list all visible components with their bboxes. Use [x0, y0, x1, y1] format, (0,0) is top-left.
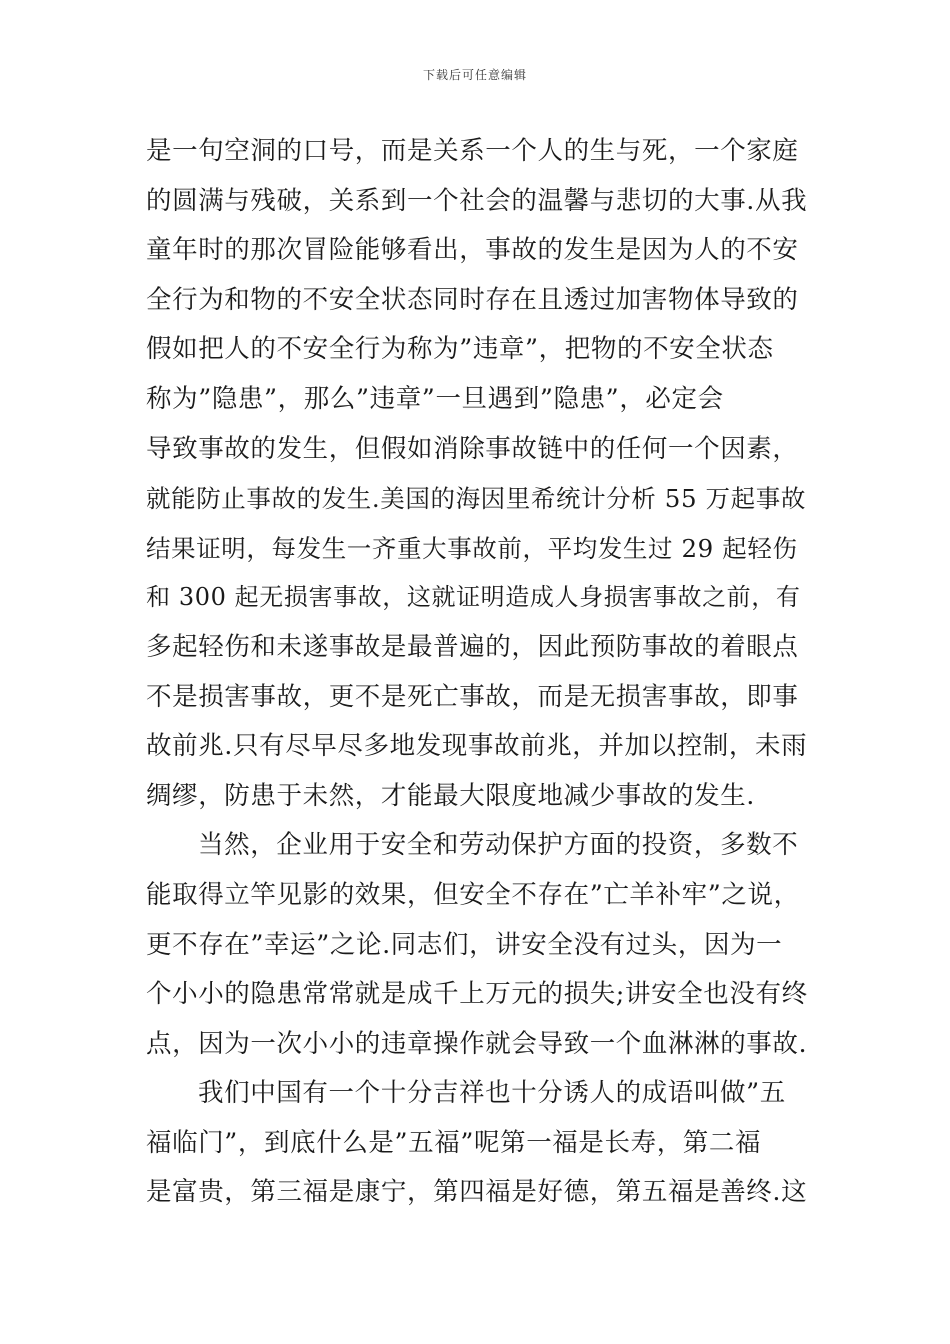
text-line: 是一句空洞的口号，而是关系一个人的生与死，一个家庭 [146, 136, 799, 166]
text-line: 能取得立竿见影的效果，但安全不存在”亡羊补牢”之说， [146, 879, 800, 910]
text-line: 不是损害事故，更不是死亡事故，而是无损害事故，即事 [146, 681, 799, 712]
text-line: 假如把人的不安全行为称为”违章”，把物的不安全状态 [146, 334, 774, 365]
text-line: 全行为和物的不安全状态同时存在且透过加害物体导致的 [146, 284, 799, 315]
text-line: 更不存在”幸运”之论.同志们，讲安全没有过头，因为一 [146, 929, 783, 960]
text-line: 称为”隐患”，那么”违章”一旦遇到”隐患”，必定会 [146, 383, 724, 414]
text-line: 绸缪，防患于未然，才能最大限度地减少事故的发生. [146, 780, 756, 811]
paragraph-first-line: 我们中国有一个十分吉祥也十分诱人的成语叫做”五 [198, 1078, 786, 1109]
paragraph-first-line: 当然，企业用于安全和劳动保护方面的投资，多数不 [198, 830, 799, 861]
text-line: 个小小的隐患常常就是成千上万元的损失;讲安全也没有终 [146, 979, 808, 1010]
text-line: 童年时的那次冒险能够看出，事故的发生是因为人的不安 [146, 235, 799, 266]
page-header: 下载后可任意编辑 [422, 68, 527, 82]
body-text [146, 127, 810, 1218]
text-line: 福临门”，到底什么是”五福”呢第一福是长寿，第二福 [146, 1127, 762, 1158]
text-line: 导致事故的发生，但假如消除事故链中的任何一个因素， [146, 433, 799, 464]
text-line: 结果证明，每发生一齐重大事故前，平均发生过 29 起轻伤 [146, 533, 798, 563]
text-line: 和 300 起无损害事故，这就证明造成人身损害事故之前，有 [146, 583, 801, 612]
text-line: 点，因为一次小小的违章操作就会导致一个血淋淋的事故. [146, 1028, 808, 1059]
text-line: 故前兆.只有尽早尽多地发现事故前兆，并加以控制，未雨 [146, 731, 808, 762]
text-line: 就能防止事故的发生.美国的海因里希统计分析 55 万起事故 [146, 484, 806, 514]
text-line: 是富贵，第三福是康宁，第四福是好德，第五福是善终.这 [146, 1177, 808, 1208]
text-line: 多起轻伤和未遂事故是最普遍的，因此预防事故的着眼点 [146, 631, 799, 662]
text-line: 的圆满与残破，关系到一个社会的温馨与悲切的大事.从我 [146, 185, 808, 216]
